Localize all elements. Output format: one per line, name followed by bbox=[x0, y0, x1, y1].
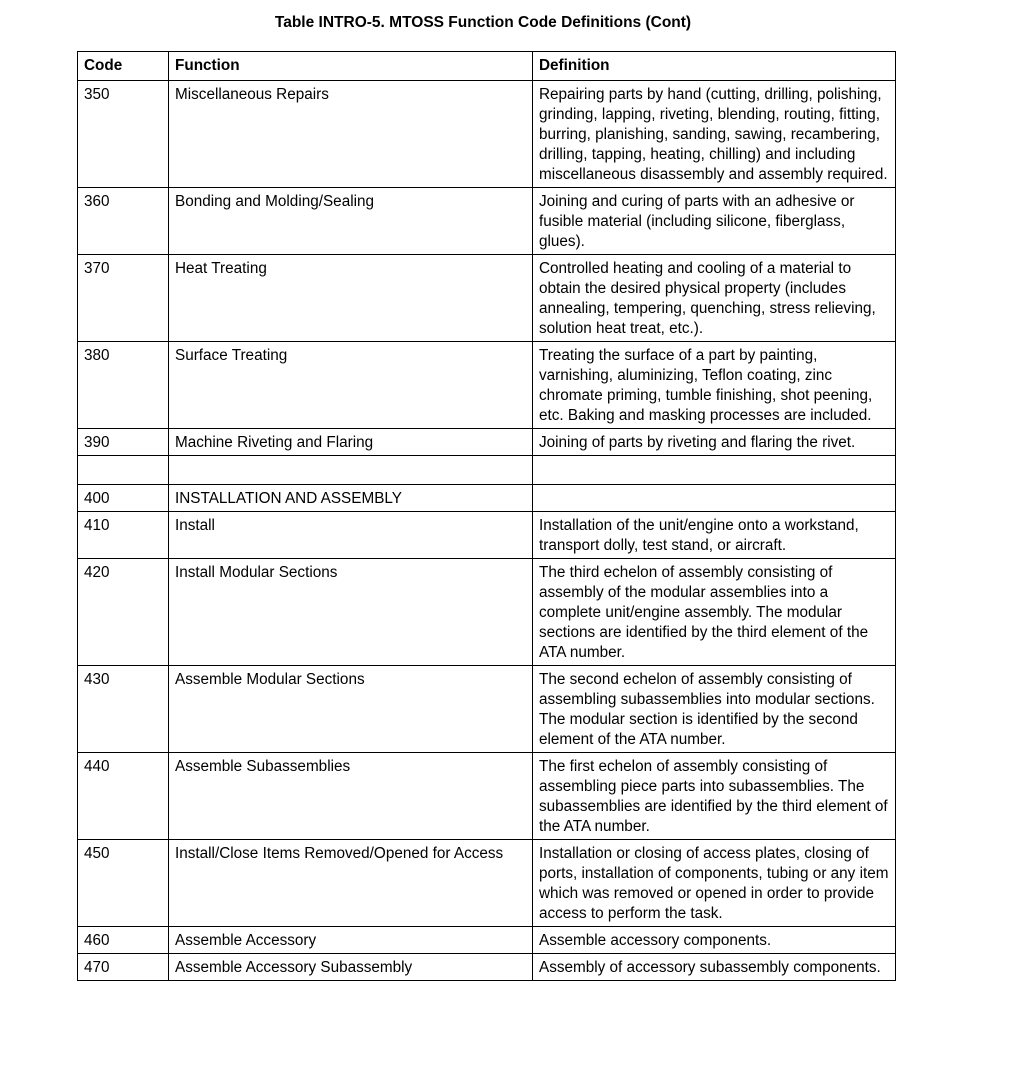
code-cell: 370 bbox=[78, 255, 169, 342]
definition-cell: Installation of the unit/engine onto a workstand, transport dolly, test stand, or aircraft. bbox=[533, 512, 896, 559]
definition-cell: The third echelon of assembly consisting of assembly of the modular assemblies into a complete unit/engine assembly. The modular sections are identified by the third element of the ATA number. bbox=[533, 559, 896, 666]
code-cell: 400 bbox=[78, 485, 169, 512]
column-header-function: Function bbox=[169, 52, 533, 81]
definition-cell: Repairing parts by hand (cutting, drilling, polishing, grinding, lapping, riveting, blending, routing, fitting, burring, planishing, sanding, sawing, recambering, drilling, tapping, heating, chilling) and including miscellaneous disassembly and assembly required. bbox=[533, 81, 896, 188]
function-code-table bbox=[77, 51, 896, 981]
function-cell: Assemble Accessory Subassembly bbox=[169, 954, 533, 981]
function-cell: Heat Treating bbox=[169, 255, 533, 342]
code-cell: 430 bbox=[78, 666, 169, 753]
definition-cell: The second echelon of assembly consisting of assembling subassemblies into modular sections. The modular section is identified by the second element of the ATA number. bbox=[533, 666, 896, 753]
table-row bbox=[78, 954, 896, 981]
definition-cell: Treating the surface of a part by painting, varnishing, aluminizing, Teflon coating, zinc chromate priming, tumble finishing, shot peening, etc. Baking and masking processes are included. bbox=[533, 342, 896, 429]
function-cell: Install/Close Items Removed/Opened for Access bbox=[169, 840, 533, 927]
function-cell: Install Modular Sections bbox=[169, 559, 533, 666]
function-cell: Assemble Subassemblies bbox=[169, 753, 533, 840]
code-cell: 460 bbox=[78, 927, 169, 954]
function-cell: INSTALLATION AND ASSEMBLY bbox=[169, 485, 533, 512]
table-row bbox=[78, 512, 896, 559]
code-cell: 380 bbox=[78, 342, 169, 429]
table-row bbox=[78, 559, 896, 666]
function-cell: Assemble Accessory bbox=[169, 927, 533, 954]
definition-cell: The first echelon of assembly consisting of assembling piece parts into subassemblies. The subassemblies are identified by the third element of the ATA number. bbox=[533, 753, 896, 840]
table-row-blank bbox=[78, 456, 896, 485]
definition-cell: Joining of parts by riveting and flaring the rivet. bbox=[533, 429, 896, 456]
function-cell bbox=[169, 456, 533, 485]
code-cell: 440 bbox=[78, 753, 169, 840]
table-row bbox=[78, 81, 896, 188]
function-cell: Bonding and Molding/Sealing bbox=[169, 188, 533, 255]
definition-cell: Joining and curing of parts with an adhesive or fusible material (including silicone, fiberglass, glues). bbox=[533, 188, 896, 255]
definition-cell: Assemble accessory components. bbox=[533, 927, 896, 954]
definition-cell: Controlled heating and cooling of a material to obtain the desired physical property (includes annealing, tempering, quenching, stress relieving, solution heat treat, etc.). bbox=[533, 255, 896, 342]
definition-cell bbox=[533, 456, 896, 485]
table-row bbox=[78, 342, 896, 429]
definition-cell: Assembly of accessory subassembly components. bbox=[533, 954, 896, 981]
code-cell: 470 bbox=[78, 954, 169, 981]
table-row bbox=[78, 753, 896, 840]
function-cell: Surface Treating bbox=[169, 342, 533, 429]
code-cell: 420 bbox=[78, 559, 169, 666]
table-title: Table INTRO-5. MTOSS Function Code Definitions (Cont) bbox=[274, 14, 692, 31]
function-cell: Machine Riveting and Flaring bbox=[169, 429, 533, 456]
table-row bbox=[78, 485, 896, 512]
code-cell: 410 bbox=[78, 512, 169, 559]
table-row bbox=[78, 927, 896, 954]
column-header-definition: Definition bbox=[533, 52, 896, 81]
code-cell: 350 bbox=[78, 81, 169, 188]
definition-cell bbox=[533, 485, 896, 512]
table-row bbox=[78, 840, 896, 927]
code-cell: 390 bbox=[78, 429, 169, 456]
table-row bbox=[78, 188, 896, 255]
code-cell: 450 bbox=[78, 840, 169, 927]
column-header-code: Code bbox=[78, 52, 169, 81]
table-header-row bbox=[78, 52, 896, 81]
table-row bbox=[78, 666, 896, 753]
function-cell: Install bbox=[169, 512, 533, 559]
function-cell: Miscellaneous Repairs bbox=[169, 81, 533, 188]
function-cell: Assemble Modular Sections bbox=[169, 666, 533, 753]
table-row bbox=[78, 255, 896, 342]
definition-cell: Installation or closing of access plates, closing of ports, installation of components, tubing or any item which was removed or opened in order to provide access to perform the task. bbox=[533, 840, 896, 927]
code-cell: 360 bbox=[78, 188, 169, 255]
table-row bbox=[78, 429, 896, 456]
code-cell bbox=[78, 456, 169, 485]
